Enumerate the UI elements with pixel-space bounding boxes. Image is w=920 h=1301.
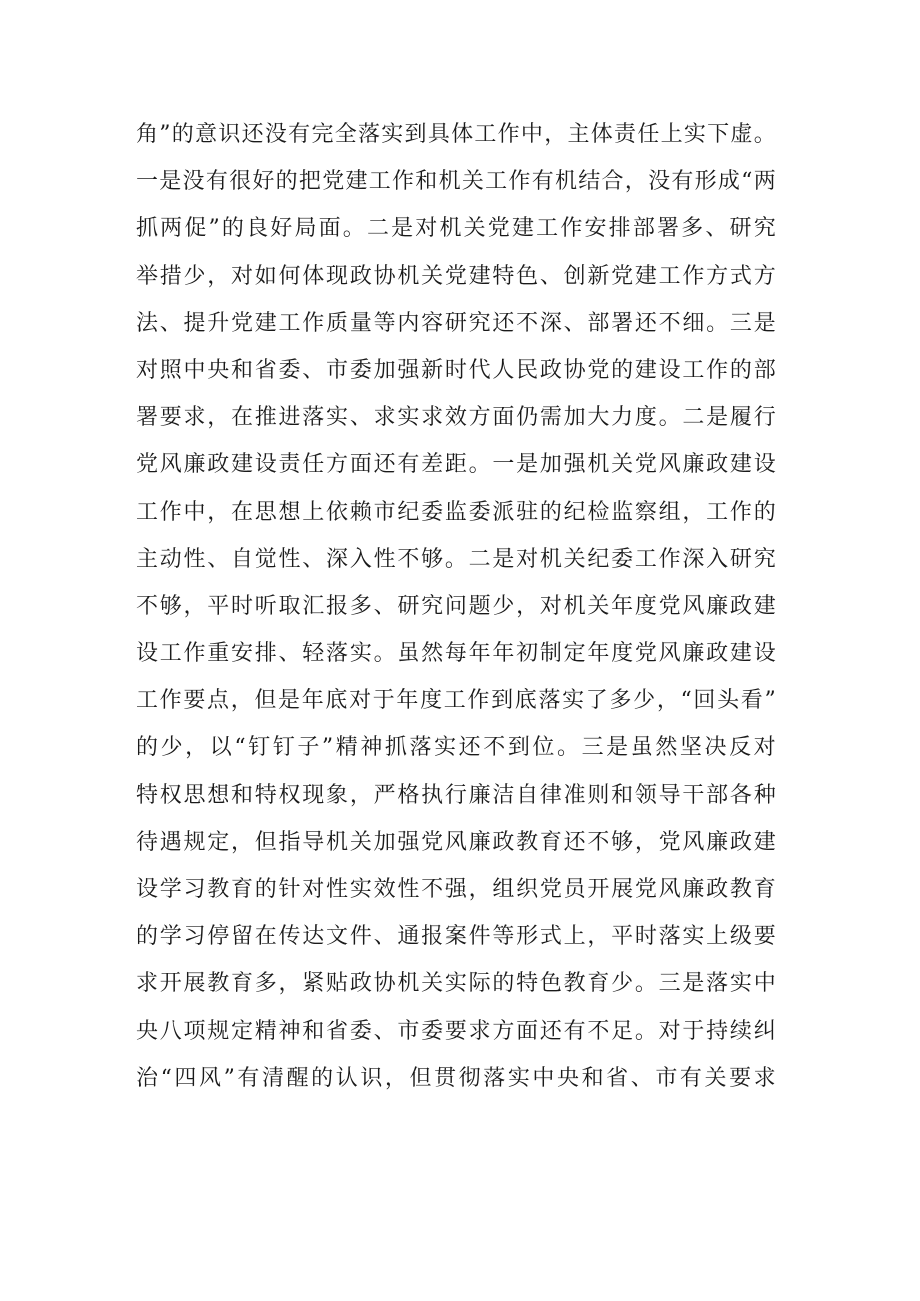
text-line: 法、提升党建工作质量等内容研究还不深、部署还不细。三是	[136, 310, 776, 336]
text-line: 待遇规定，但指导机关加强党风廉政教育还不够，党风廉政建	[136, 829, 776, 855]
text-line: 求开展教育多，紧贴政协机关实际的特色教育少。三是落实中	[136, 971, 776, 997]
text-line: 设工作重安排、轻落实。虽然每年年初制定年度党风廉政建设	[136, 641, 776, 667]
text-line: 不够，平时听取汇报多、研究问题少，对机关年度党风廉政建	[136, 593, 776, 619]
text-line: 工作要点，但是年底对于年度工作到底落实了多少，“回头看”	[136, 688, 776, 714]
text-line: 工作中，在思想上依赖市纪委监委派驻的纪检监察组，工作的	[136, 499, 776, 525]
body-text	[136, 111, 776, 1102]
text-line: 角”的意识还没有完全落实到具体工作中，主体责任上实下虚。	[136, 122, 776, 147]
text-line: 央八项规定精神和省委、市委要求方面还有不足。对于持续纠	[136, 1018, 776, 1044]
text-line: 举措少，对如何体现政协机关党建特色、创新党建工作方式方	[136, 263, 776, 289]
text-line: 的学习停留在传达文件、通报案件等形式上，平时落实上级要	[136, 924, 776, 950]
text-line: 的少，以“钉钉子”精神抓落实还不到位。三是虽然坚决反对	[136, 735, 776, 761]
text-line: 署要求，在推进落实、求实求效方面仍需加大力度。二是履行	[136, 405, 776, 431]
text-line: 对照中央和省委、市委加强新时代人民政协党的建设工作的部	[136, 357, 776, 383]
text-line: 一是没有很好的把党建工作和机关工作有机结合，没有形成“两	[136, 169, 776, 195]
text-line: 主动性、自觉性、深入性不够。二是对机关纪委工作深入研究	[136, 546, 776, 572]
text-line: 设学习教育的针对性实效性不强，组织党员开展党风廉政教育	[136, 877, 776, 902]
text-line: 特权思想和特权现象，严格执行廉洁自律准则和领导干部各种	[136, 782, 776, 808]
text-line: 抓两促”的良好局面。二是对机关党建工作安排部署多、研究	[136, 216, 776, 242]
text-line: 党风廉政建设责任方面还有差距。一是加强机关党风廉政建设	[136, 452, 776, 478]
text-line: 治“四风”有清醒的认识，但贯彻落实中央和省、市有关要求	[136, 1065, 776, 1091]
